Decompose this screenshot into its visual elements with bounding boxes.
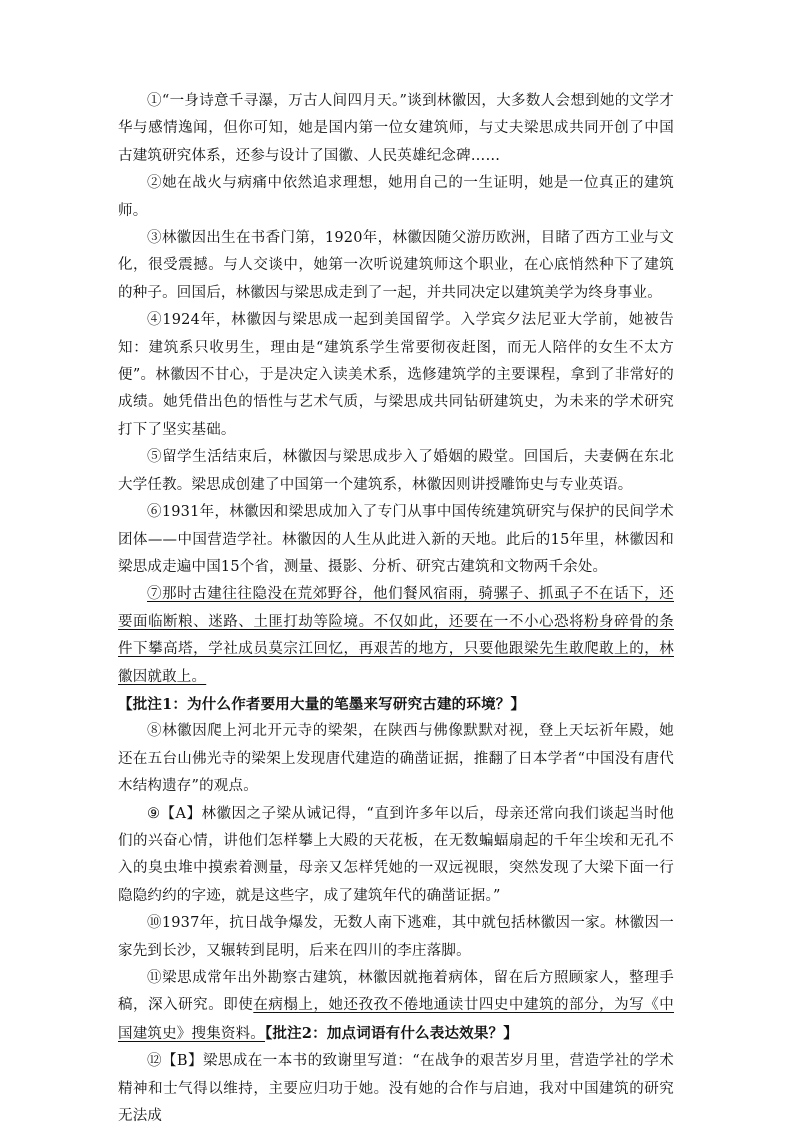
paragraph-11-start: ⑪梁思成常年出外勘察古建筑，林徽因就拖着病体，留在后方照顾家人，整理手稿，深入研究。即使 <box>118 970 674 1014</box>
paragraph-11-underlined: 在病榻上，她还孜孜不倦地通读廿四史中建筑的部分，为写《中国建筑史》搜集资料。 <box>118 997 674 1042</box>
paragraph-8: ⑧林徽因爬上河北开元寺的梁架，在陕西与佛像默默对视，登上天坛祈年殿，她还在五台山佛光寺的梁架上发现唐代建造的确凿证据，推翻了日本学者“中国没有唐代木结构遗存”的观点。 <box>118 723 674 795</box>
document-page <box>118 88 674 1130</box>
paragraph-3: ③林徽因出生在书香门第，1920年，林徽因随父游历欧洲，目睹了西方工业与文化，很受震撼。与人交谈中，她第一次听说建筑师这个职业，在心底悄然种下了建筑的种子。回国后，林徽因与梁思成走到了一起，并共同决定以建筑美学为终身事业。 <box>118 230 674 301</box>
paragraph-4: ④1924年，林徽因与梁思成一起到美国留学。入学宾夕法尼亚大学前，她被告知：建筑系只收男生，理由是“建筑系学生常要彻夜赶图，而无人陪伴的女生不太方便”。林徽因不甘心，于是决定入读美术系，选修建筑学的主要课程，拿到了非常好的成绩。她凭借出色的悟性与艺术气质，与梁思成共同钻研建筑史，为未来的学术研究打下了坚实基础。 <box>118 312 674 438</box>
paragraph-2: ②她在战火与病痛中依然追求理想，她用自己的一生证明，她是一位真正的建筑师。 <box>118 175 674 219</box>
paragraph-9: ⑨【A】林徽因之子梁从诫记得，“直到许多年以后，母亲还常向我们谈起当时他们的兴奋心情，讲他们怎样攀上大殿的天花板，在无数蝙蝠扇起的千年尘埃和无孔不入的臭虫堆中摸索着测量，母亲又怎样凭她的一双远视眼，突然发现了大梁下面一行隐隐约约的字迹，就是这些字，成了建筑年代的确凿证据。” <box>118 805 674 904</box>
paragraph-5: ⑤留学生活结束后，林徽因与梁思成步入了婚姻的殿堂。回国后，夫妻俩在东北大学任教。梁思成创建了中国第一个建筑系，林徽因则讲授雕饰史与专业英语。 <box>118 449 674 493</box>
paragraph-7 <box>118 581 674 691</box>
paragraph-1: ①“一身诗意千寻瀑，万古人间四月天。”谈到林徽因，大多数人会想到她的文学才华与感情逸闻，但你可知，她是国内第一位女建筑师，与丈夫梁思成共同开创了中国古建筑研究体系，还参与设计了国徽、人民英雄纪念碑…… <box>118 93 674 164</box>
paragraph-11 <box>118 965 674 1048</box>
paragraph-7-underlined: ⑦那时古建往往隐没在荒郊野谷，他们餐风宿雨，骑骡子、抓虱子不在话下，还要面临断粮、迷路、土匪打劫等险境。不仅如此，还要在一不小心恐将粉身碎骨的条件下攀高塔，学社成员莫宗江回忆，再艰苦的地方，只要他跟梁先生敢爬敢上的，林徽因就敢上。 <box>118 586 674 685</box>
paragraph-6: ⑥1931年，林徽因和梁思成加入了专门从事中国传统建筑研究与保护的民间学术团体——中国营造学社。林徽因的人生从此进入新的天地。此后的15年里，林徽因和梁思成走遍中国15个省，测量、摄影、分析、研究古建筑和文物两千余处。 <box>118 504 674 575</box>
paragraph-12: ⑫【B】梁思成在一本书的致谢里写道：“在战争的艰苦岁月里，营造学社的学术精神和士气得以维持，主要应归功于她。没有她的合作与启迪，我对中国建筑的研究无法成 <box>118 1053 674 1125</box>
annotation-1: 【批注1：为什么作者要用大量的笔墨来写研究古建的环境？】 <box>118 695 526 713</box>
paragraph-10: ⑩1937年，抗日战争爆发，无数人南下逃难，其中就包括林徽因一家。林徽因一家先到长沙，又辗转到昆明，后来在四川的李庄落脚。 <box>118 915 674 959</box>
annotation-2: 【批注2：加点词语有什么表达效果？】 <box>265 1024 518 1042</box>
